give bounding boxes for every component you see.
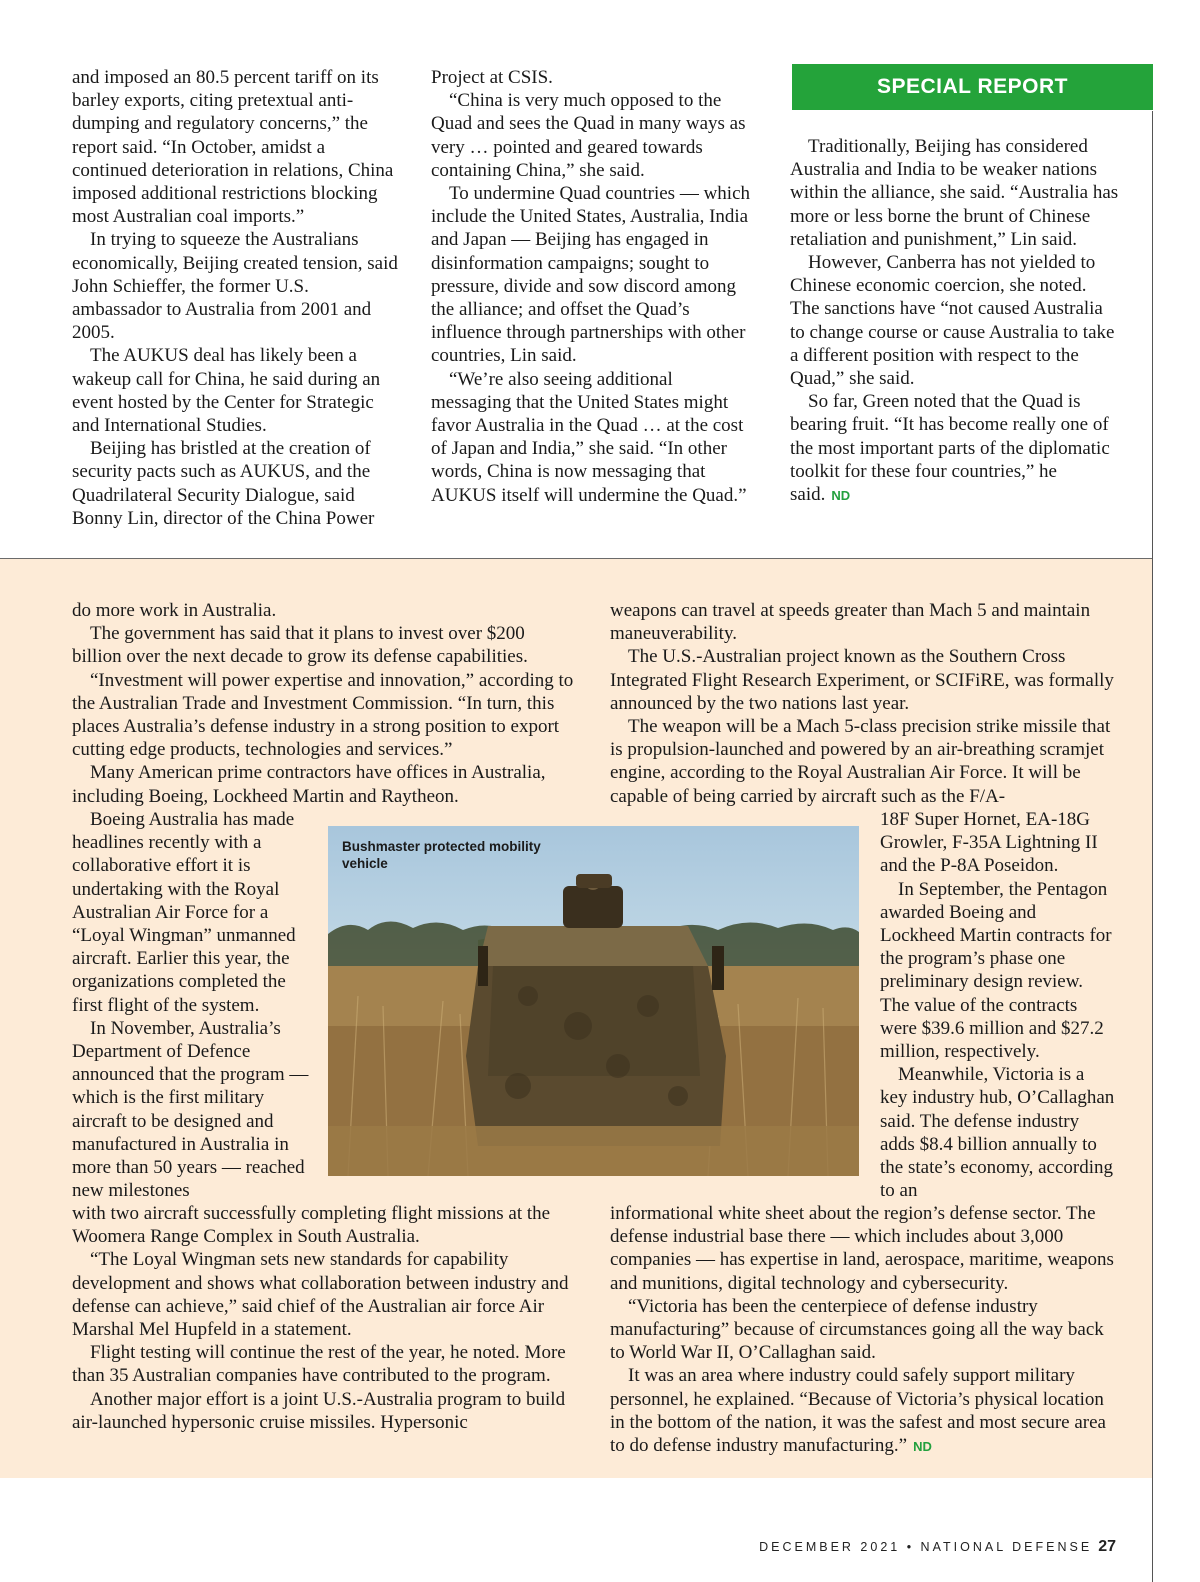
vehicle-illustration xyxy=(328,826,859,1176)
sidebar-right-top xyxy=(610,599,1115,808)
paragraph: weapons can travel at speeds greater than Mach 5 and maintain maneuverability. xyxy=(610,600,1091,645)
paragraph: The AUKUS deal has likely been a wakeup call for China, he said during an event hosted by the Center for Strategic and International Studies. xyxy=(72,345,381,437)
paragraph: Beijing has bristled at the creation of security pacts such as AUKUS, and the Quadrilateral Security Dialogue, said Bonny Lin, director of the China Power xyxy=(72,438,375,529)
paragraph: with two aircraft successfully completing flight missions at the Woomera Range Complex in South Australia. xyxy=(72,1203,551,1248)
end-mark: ND xyxy=(913,1439,932,1455)
top-column-1 xyxy=(72,66,402,530)
paragraph: The U.S.-Australian project known as the Southern Cross Integrated Flight Research Experiment, or SCIFiRE, was formally announced by the two nations last year. xyxy=(610,646,1114,714)
sidebar-left-bottom xyxy=(72,1202,577,1434)
paragraph: The weapon will be a Mach 5-class precision strike missile that is propulsion-launched and powered by an air-breathing scramjet engine, according to the Royal Australian Air Force. It will be capable of being carried by aircraft such as the F/A- xyxy=(610,716,1111,807)
sidebar-right-narrow xyxy=(880,808,1115,1202)
column-rule xyxy=(1152,111,1153,1582)
page-footer xyxy=(759,1538,1116,1556)
paragraph: “We’re also seeing additional messaging that the United States might favor Australia in the Quad … at the cost of Japan and India,” she said. “In other words, China is now messaging that AUKUS itself will undermine the Quad.” xyxy=(431,368,747,506)
top-column-3 xyxy=(790,135,1120,507)
paragraph: However, Canberra has not yielded to Chinese economic coercion, she noted. The sanctions have “not caused Australia to change course or cause Australia to take a different position with respect to the Quad,” she said. xyxy=(790,252,1115,390)
paragraph: Many American prime contractors have offices in Australia, including Boeing, Lockheed Martin and Raytheon. xyxy=(72,762,546,807)
sidebar-left-narrow xyxy=(72,808,312,1202)
paragraph: Traditionally, Beijing has considered Australia and India to be weaker nations within the alliance, she said. “Australia has more or less borne the brunt of Chinese retaliation and punishment,” Lin said. xyxy=(790,136,1119,250)
sidebar-right-bottom xyxy=(610,1202,1115,1458)
paragraph: In September, the Pentagon awarded Boeing and Lockheed Martin contracts for the program’s phase one preliminary design review. The value of the contracts were $39.6 million and $27.2 million, respectively. xyxy=(880,878,1112,1063)
paragraph: and imposed an 80.5 percent tariff on its barley exports, citing pretextual anti-dumping and regulatory concerns,” the report said. “In October, amidst a continued deterioration in relations, China imposed additional restrictions blocking most Australian coal imports.” xyxy=(72,67,394,228)
paragraph: informational white sheet about the region’s defense sector. The defense industrial base there — which includes about 3,000 companies — has expertise in land, aerospace, maritime, weapons and munitions, digital technology and cybersecurity. xyxy=(610,1203,1114,1294)
paragraph: Flight testing will continue the rest of the year, he noted. More than 35 Australian companies have contributed to the program. xyxy=(72,1342,566,1387)
vehicle-photo xyxy=(328,826,859,1176)
paragraph: “Victoria has been the centerpiece of defense industry manufacturing” because of circumstances going all the way back to World War II, O’Callaghan said. xyxy=(610,1295,1104,1364)
paragraph xyxy=(610,1364,1115,1458)
paragraph: In trying to squeeze the Australians economically, Beijing created tension, said John Schieffer, the former U.S. ambassador to Australia from 2001 and 2005. xyxy=(72,229,398,344)
paragraph: To undermine Quad countries — which include the United States, Australia, India and Japan — Beijing has engaged in disinformation campaigns; sought to pressure, divide and sow discord among the alliance; and offset the Quad’s influence through partnerships with other countries, Lin said. xyxy=(431,183,751,367)
paragraph: The government has said that it plans to invest over $200 billion over the next decade to grow its defense capabilities. xyxy=(72,623,528,668)
top-column-2 xyxy=(431,66,751,507)
paragraph-text: So far, Green noted that the Quad is bearing fruit. “It has become really one of the most important parts of the diplomatic toolkit for these four countries,” he said. xyxy=(790,391,1110,506)
paragraph: do more work in Australia. xyxy=(72,600,277,621)
paragraph: “Investment will power expertise and innovation,” according to the Australian Trade and Investment Commission. “In turn, this places Australia’s defense industry in a strong position to export cutting edge products, technologies and services.” xyxy=(72,669,574,761)
sidebar-left-top xyxy=(72,599,577,808)
section-banner: SPECIAL REPORT xyxy=(792,64,1153,110)
paragraph: “China is very much opposed to the Quad and sees the Quad in many ways as very … pointed and geared towards containing China,” she said. xyxy=(431,90,746,181)
paragraph: Project at CSIS. xyxy=(431,67,553,88)
paragraph xyxy=(790,390,1120,507)
page-number: 27 xyxy=(1098,1538,1116,1555)
paragraph: “The Loyal Wingman sets new standards for capability development and shows what collaboration between industry and defense can achieve,” said chief of the Australian air force Air Marshal Mel Hupfeld in a statement. xyxy=(72,1249,569,1341)
paragraph: In November, Australia’s Department of Defence announced that the program — which is the first military aircraft to be designed and manufactured in Australia in more than 50 years — reached new milestones xyxy=(72,1017,309,1202)
paragraph-text: It was an area where industry could safely support military personnel, he explained. “Because of Victoria’s physical location in the bottom of the nation, it was the safest and most secure area to do defense industry manufacturing.” xyxy=(610,1365,1106,1457)
photo-caption: Bushmaster protected mobility vehicle xyxy=(342,839,541,871)
paragraph: Another major effort is a joint U.S.-Australia program to build air-launched hypersonic cruise missiles. Hypersonic xyxy=(72,1388,566,1433)
end-mark: ND xyxy=(831,488,851,504)
footer-text: DECEMBER 2021 • NATIONAL DEFENSE xyxy=(759,1540,1093,1554)
paragraph: 18F Super Hornet, EA-18G Growler, F-35A Lightning II and the P-8A Poseidon. xyxy=(880,809,1098,877)
paragraph: Meanwhile, Victoria is a key industry hub, O’Callaghan said. The defense industry adds $8.4 billion annually to the state’s economy, according to an xyxy=(880,1064,1115,1202)
paragraph: Boeing Australia has made headlines recently with a collaborative effort it is undertaking with the Royal Australian Air Force for a “Loyal Wingman” unmanned aircraft. Earlier this year, the organizations completed the first flight of the system. xyxy=(72,809,296,1016)
